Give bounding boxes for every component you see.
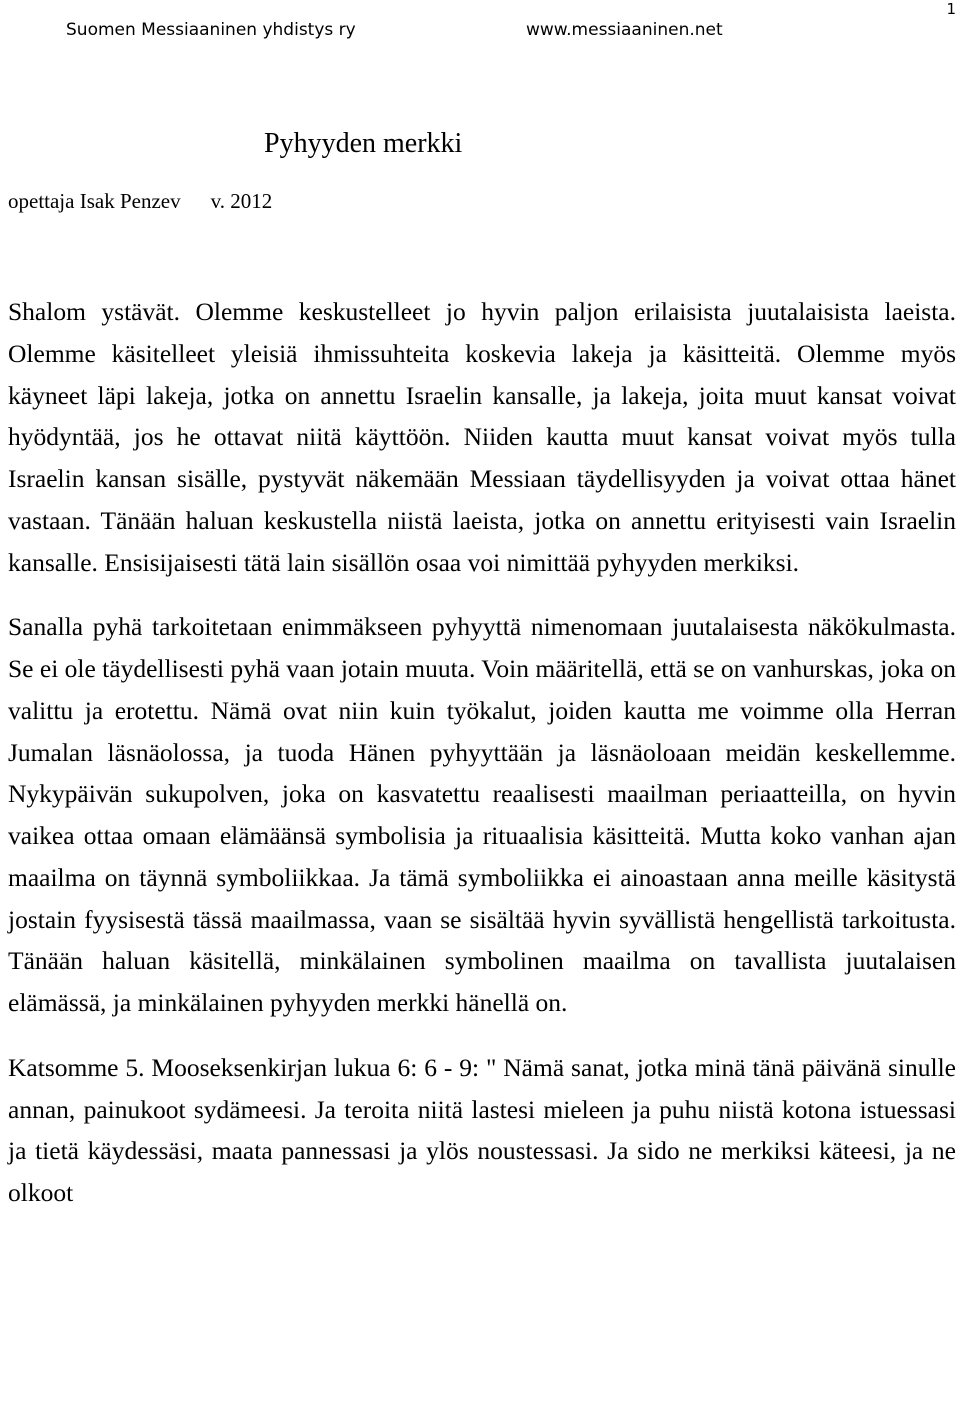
page-number: 1 (946, 0, 956, 18)
document-body (8, 291, 956, 1214)
paragraph: Katsomme 5. Mooseksenkirjan lukua 6: 6 - 9: " Nämä sanat, jotka minä tänä päivänä sinulle annan, painukoot sydämeesi. Ja teroita niitä lastesi mieleen ja puhu niistä kotona istuessasi ja tietä käydessäsi, maata pannessasi ja ylös noustessasi. Ja sido ne merkiksi käteesi, ja ne olkoot (8, 1052, 956, 1207)
teacher-name: opettaja Isak Penzev (8, 189, 181, 213)
byline (8, 189, 272, 214)
page-title: Pyhyyden merkki (264, 128, 463, 159)
header-website[interactable]: www.messiaaninen.net (526, 20, 723, 40)
year: v. 2012 (210, 189, 273, 213)
paragraph: Shalom ystävät. Olemme keskustelleet jo hyvin paljon erilaisista juutalaisista laeista. Olemme käsitelleet yleisiä ihmissuhteita koskevia lakeja ja käsitteitä. Olemme myös käyneet läpi lakeja, jotka on annettu Israelin kansalle, ja lakeja, joita muut kansat voivat hyödyntää, jos he ottavat niitä käyttöön. Niiden kautta muut kansat voivat myös tulla Israelin kansan sisälle, pystyvät näkemään Messiaan täydellisyyden ja voivat ottaa hänet vastaan. Tänään haluan keskustella niistä laeista, jotka on annettu erityisesti vain Israelin kansalle. Ensisijaisesti tätä lain sisällön osaa voi nimittää pyhyyden merkiksi. (8, 297, 956, 577)
paragraph: Sanalla pyhä tarkoitetaan enimmäkseen pyhyyttä nimenomaan juutalaisesta näkökulmasta. Se ei ole täydellisesti pyhä vaan jotain muuta. Voin määritellä, että se on vanhurskas, joka on valittu ja erotettu. Nämä ovat niin kuin työkalut, joiden kautta me voimme olla Herran Jumalan läsnäolossa, ja tuoda Hänen pyhyyttään ja läsnäoloaan meidän keskellemme. Nykypäivän sukupolven, joka on kasvatettu reaalisesti maailman periaatteilla, on hyvin vaikea ottaa omaan elämäänsä symbolisia ja rituaalisia käsitteitä. Mutta koko vanhan ajan maailma on täynnä symboliikkaa. Ja tämä symboliikka ei ainoastaan anna meille käsitystä jostain fyysisestä tässä maailmassa, vaan se sisältää hyvin syvällistä hengellistä tarkoitusta. Tänään haluan käsitellä, minkälainen symbolinen maailma on tavallista juutalaisen elämässä, ja minkälainen pyhyyden merkki hänellä on. (8, 612, 956, 1017)
header-organization: Suomen Messiaaninen yhdistys ry (66, 20, 356, 40)
